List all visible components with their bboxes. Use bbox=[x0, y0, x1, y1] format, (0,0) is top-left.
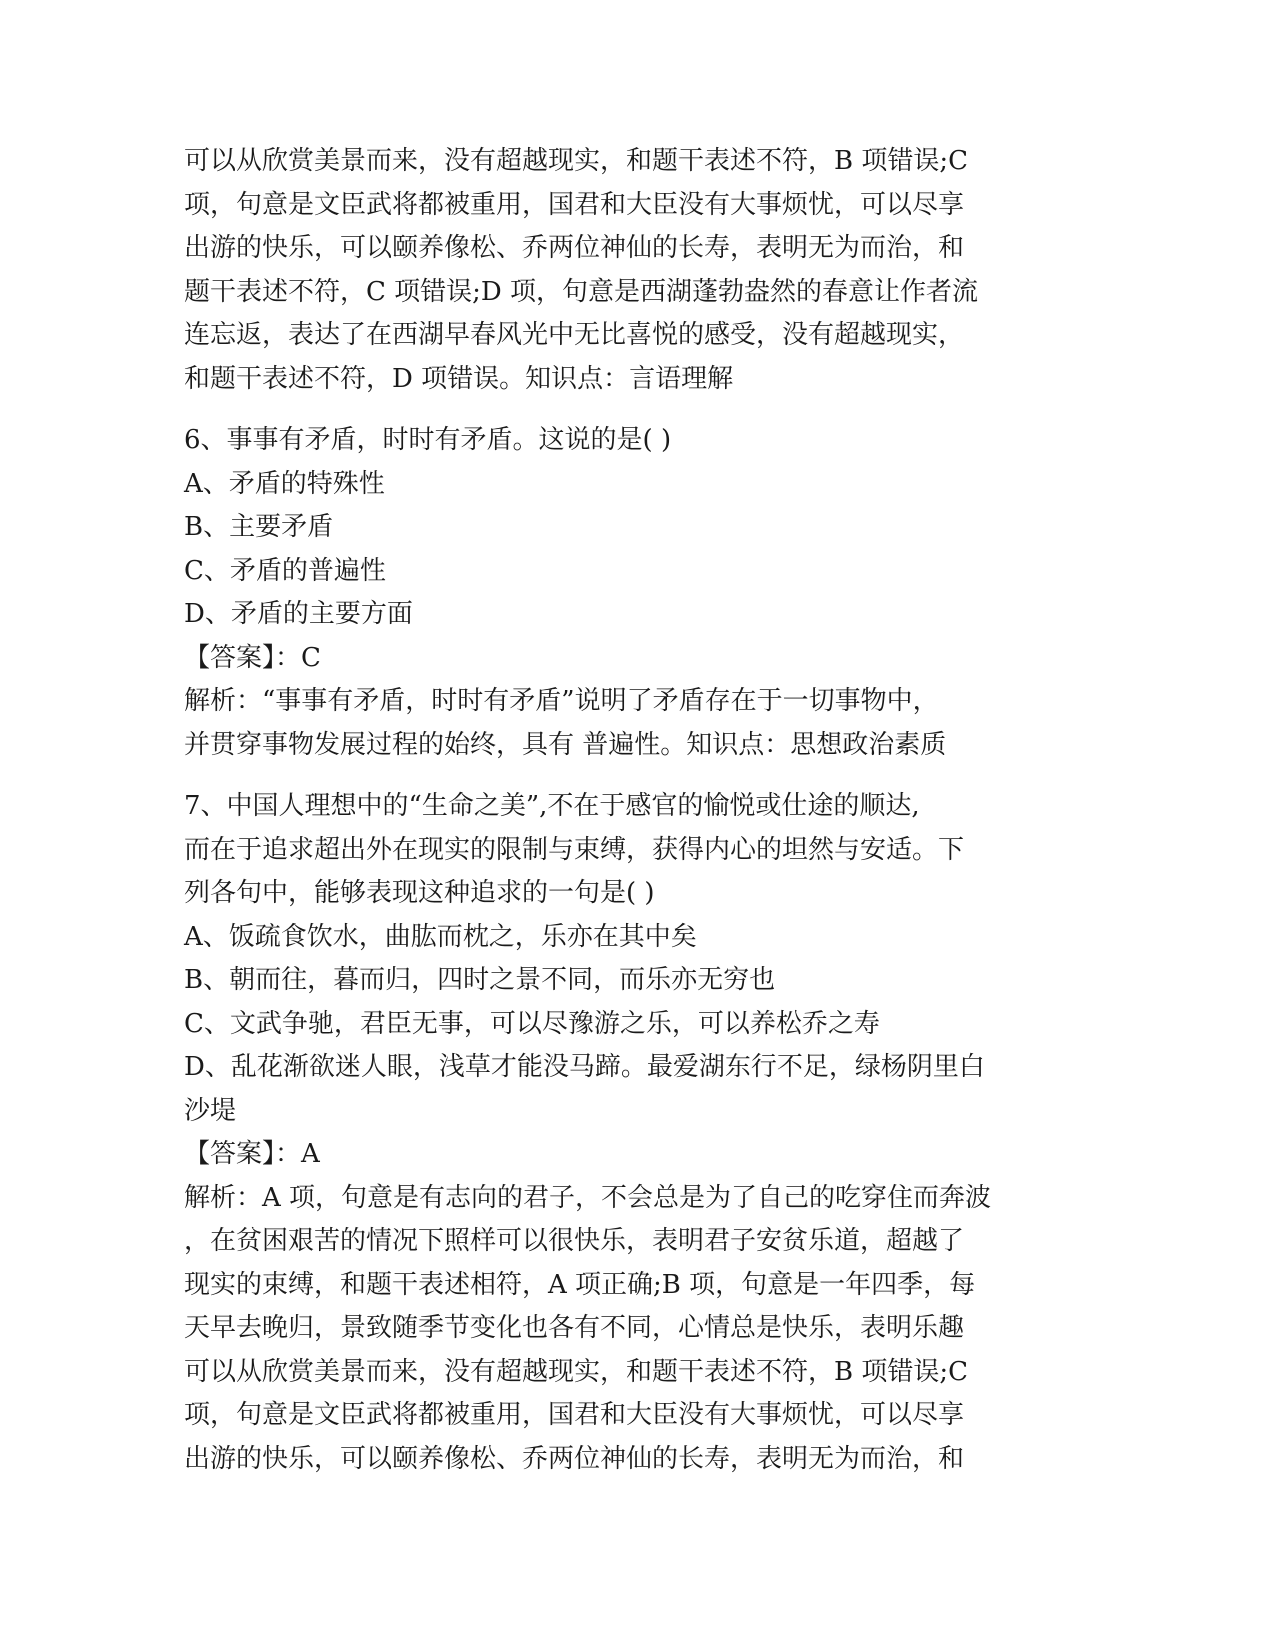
document-page bbox=[184, 140, 1084, 1481]
question-7 bbox=[184, 785, 1084, 1481]
answer-line: 【答案】：A bbox=[184, 1139, 320, 1169]
question-6 bbox=[184, 419, 1084, 767]
analysis-line: 并贯穿事物发展过程的始终，具有 普遍性。知识点：思想政治素质 bbox=[184, 729, 947, 760]
question-stem: 7、中国人理想中的“生命之美”,不在于感官的愉悦或仕途的顺达, bbox=[184, 791, 920, 821]
question-stem: 列各句中，能够表现这种追求的一句是( ) bbox=[184, 878, 655, 908]
answer-line: 【答案】：C bbox=[184, 642, 321, 673]
analysis-line: 可以从欣赏美景而来，没有超越现实，和题干表述不符，B 项错误;C bbox=[184, 1356, 969, 1387]
text-line: 连忘返，表达了在西湖早春风光中无比喜悦的感受，没有超越现实， bbox=[184, 320, 965, 350]
option-c: C、矛盾的普遍性 bbox=[184, 555, 386, 586]
analysis-line: 出游的快乐，可以颐养像松、乔两位神仙的长寿，表明无为而治，和 bbox=[184, 1443, 965, 1474]
text-line: 可以从欣赏美景而来，没有超越现实，和题干表述不符，B 项错误;C bbox=[184, 146, 969, 176]
option-b: B、朝而往，暮而归，四时之景不同，而乐亦无穷也 bbox=[184, 965, 776, 995]
text-line: 和题干表述不符，D 项错误。知识点：言语理解 bbox=[184, 363, 734, 394]
text-line: 项，句意是文臣武将都被重用，国君和大臣没有大事烦忧，可以尽享 bbox=[184, 189, 965, 220]
analysis-line: 现实的束缚，和题干表述相符，A 项正确;B 项，句意是一年四季，每 bbox=[184, 1269, 976, 1300]
analysis-line: 解析：A 项，句意是有志向的君子，不会总是为了自己的吃穿住而奔波 bbox=[184, 1182, 992, 1213]
previous-analysis-continuation bbox=[184, 140, 1084, 401]
option-b: B、主要矛盾 bbox=[184, 512, 334, 542]
question-stem: 6、事事有矛盾，时时有矛盾。这说的是( ) bbox=[184, 425, 672, 455]
option-a: A、矛盾的特殊性 bbox=[184, 468, 385, 499]
text-line: 出游的快乐，可以颐养像松、乔两位神仙的长寿，表明无为而治，和 bbox=[184, 233, 965, 263]
option-d: D、乱花渐欲迷人眼，浅草才能没马蹄。最爱湖东行不足，绿杨阴里白 bbox=[184, 1052, 985, 1082]
analysis-line: 解析：“事事有矛盾，时时有矛盾”说明了矛盾存在于一切事物中， bbox=[184, 686, 939, 716]
option-d-continued: 沙堤 bbox=[184, 1095, 237, 1126]
question-stem: 而在于追求超出外在现实的限制与束缚，获得内心的坦然与安适。下 bbox=[184, 834, 965, 865]
text-line: 题干表述不符，C 项错误;D 项，句意是西湖蓬勃盎然的春意让作者流 bbox=[184, 276, 979, 307]
option-a: A、饭疏食饮水，曲肱而枕之，乐亦在其中矣 bbox=[184, 921, 697, 952]
option-c: C、文武争驰，君臣无事，可以尽豫游之乐，可以养松乔之寿 bbox=[184, 1008, 880, 1039]
analysis-line: 项，句意是文臣武将都被重用，国君和大臣没有大事烦忧，可以尽享 bbox=[184, 1400, 965, 1430]
analysis-line: ，在贫困艰苦的情况下照样可以很快乐，表明君子安贫乐道，超越了 bbox=[184, 1226, 965, 1256]
option-d: D、矛盾的主要方面 bbox=[184, 599, 413, 629]
analysis-line: 天早去晚归，景致随季节变化也各有不同，心情总是快乐，表明乐趣 bbox=[184, 1313, 965, 1343]
